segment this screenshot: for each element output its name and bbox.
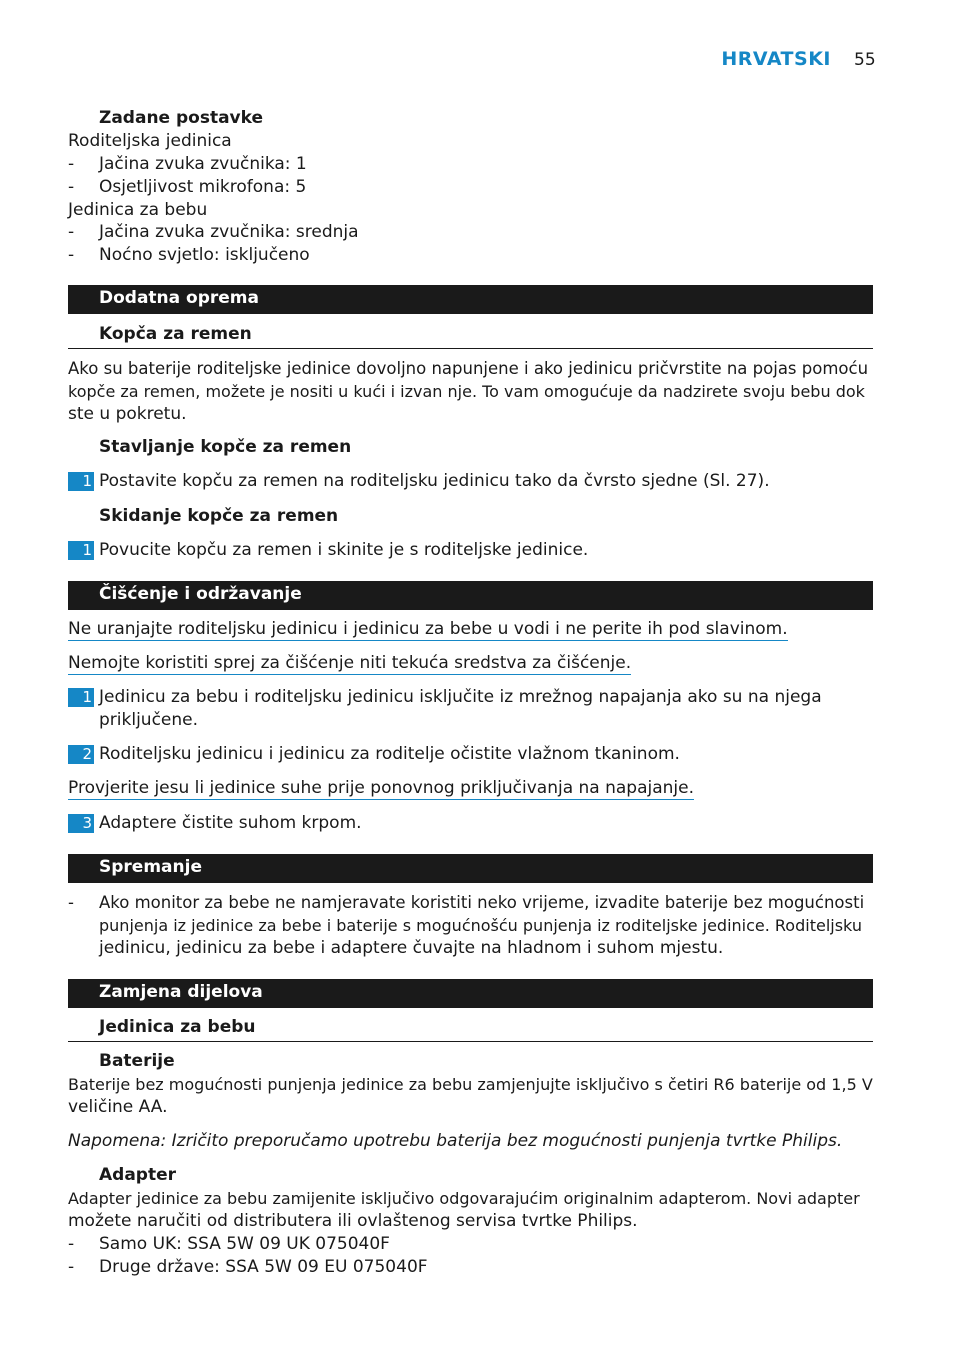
list-item: - Noćno svjetlo: isključeno (68, 245, 310, 265)
section-bar-replacement: Zamjena dijelova (68, 979, 873, 1008)
paragraph-line: Ako su baterije roditeljske jedinice dovoljno napunjene i ako jedinicu pričvrstite na pojas pomoću (68, 359, 869, 378)
subtitle-belt-clip: Kopča za remen (99, 324, 252, 344)
warning-line: Nemojte koristiti sprej za čišćenje niti tekuća sredstva za čišćenje. (68, 653, 632, 673)
subtitle-attach-clip: Stavljanje kopče za remen (99, 437, 352, 457)
section-title-defaults: Zadane postavke (99, 108, 264, 128)
paragraph-line: punjenja iz jedinice za bebe i baterije s mogućnošću punjenja iz roditeljske jedinice. Roditeljsku (99, 916, 862, 935)
baby-unit-label: Jedinica za bebu (68, 200, 208, 220)
paragraph-line: jedinicu, jedinicu za bebe i adaptere čuvajte na hladnom i suhom mjestu. (99, 938, 724, 958)
step-number: 3 (68, 814, 94, 833)
subtitle-remove-clip: Skidanje kopče za remen (99, 506, 339, 526)
step-text: Jedinicu za bebu i roditeljsku jedinicu isključite iz mrežnog napajanja ako su na njega (99, 687, 822, 707)
subtitle-batteries: Baterije (99, 1051, 175, 1071)
note-line: Napomena: Izričito preporučamo upotrebu baterija bez mogućnosti punjenja tvrtke Philips. (68, 1131, 843, 1151)
step-text: Postavite kopču za remen na roditeljsku jedinicu tako da čvrsto sjedne (Sl. 27). (99, 471, 770, 491)
step-text: priključene. (99, 710, 199, 730)
paragraph-line: ste u pokretu. (68, 404, 187, 424)
language-label: HRVATSKI (721, 48, 831, 70)
warning-line: Provjerite jesu li jedinice suhe prije ponovnog priključivanja na napajanje. (68, 778, 695, 798)
warning-line: Ne uranjajte roditeljsku jedinicu i jedinicu za bebe u vodi i ne perite ih pod slavinom. (68, 619, 788, 639)
parent-unit-label: Roditeljska jedinica (68, 131, 232, 151)
step-number: 1 (68, 688, 94, 707)
section-bar-storage: Spremanje (68, 854, 873, 883)
subtitle-baby-unit: Jedinica za bebu (99, 1017, 256, 1037)
step-number: 1 (68, 541, 94, 560)
list-item: - Samo UK: SSA 5W 09 UK 075040F (68, 1234, 390, 1254)
divider (68, 1041, 873, 1042)
paragraph-line: veličine AA. (68, 1097, 168, 1117)
section-bar-accessories: Dodatna oprema (68, 285, 873, 314)
list-item: - Osjetljivost mikrofona: 5 (68, 177, 307, 197)
list-item: - Druge države: SSA 5W 09 EU 075040F (68, 1257, 428, 1277)
paragraph-line: Baterije bez mogućnosti punjenja jedinice za bebu zamjenjujte isključivo s četiri R6 baterije od 1,5 V (68, 1075, 873, 1094)
subtitle-adapter: Adapter (99, 1165, 177, 1185)
step-text: Roditeljsku jedinicu i jedinicu za roditelje očistite vlažnom tkaninom. (99, 744, 680, 764)
step-number: 1 (68, 472, 94, 491)
step-text: Povucite kopču za remen i skinite je s roditeljske jedinice. (99, 540, 589, 560)
paragraph-line: Adapter jedinice za bebu zamijenite isključivo odgovarajućim originalnim adapterom. Novi adapter (68, 1189, 860, 1208)
paragraph-line: kopče za remen, možete je nositi u kući i izvan nje. To vam omogućuje da nadzirete svoju bebu dok (68, 382, 865, 401)
section-bar-cleaning: Čišćenje i održavanje (68, 581, 873, 610)
list-item: - Jačina zvuka zvučnika: srednja (68, 222, 359, 242)
paragraph-line: možete naručiti od distributera ili ovlaštenog servisa tvrtke Philips. (68, 1211, 638, 1231)
list-item: - Ako monitor za bebe ne namjeravate koristiti neko vrijeme, izvadite baterije bez mogućnosti (68, 893, 865, 912)
step-number: 2 (68, 745, 94, 764)
list-item: - Jačina zvuka zvučnika: 1 (68, 154, 307, 174)
page-number: 55 (854, 50, 876, 70)
step-text: Adaptere čistite suhom krpom. (99, 813, 362, 833)
divider (68, 348, 873, 349)
